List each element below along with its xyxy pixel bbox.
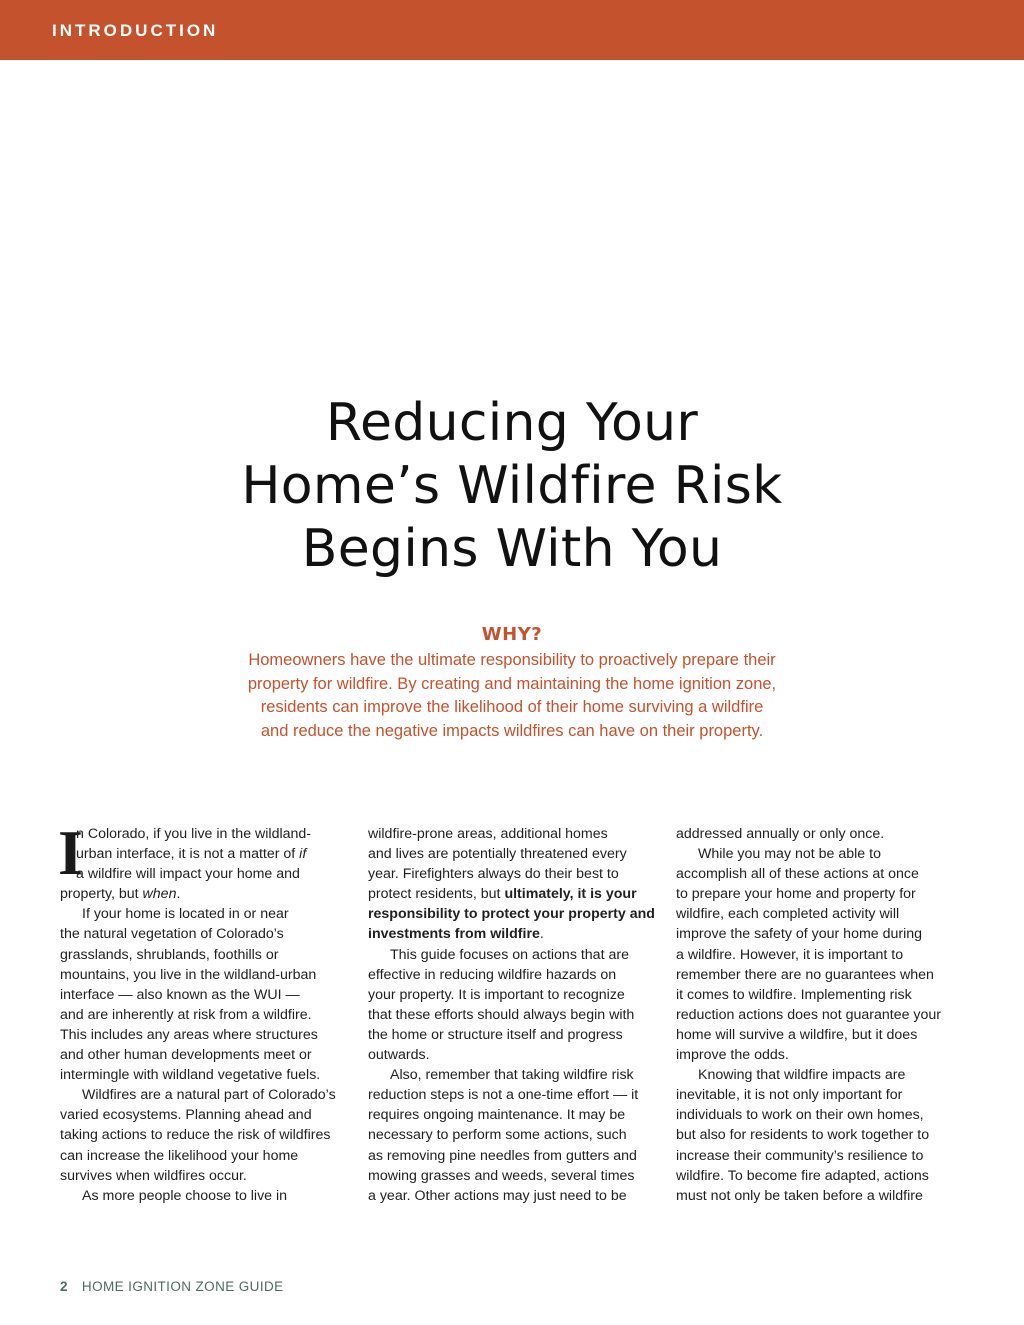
why-summary bbox=[162, 649, 862, 743]
body-line: a wildfire will impact your home and bbox=[76, 866, 300, 883]
body-line bbox=[368, 904, 673, 924]
body-text: . bbox=[176, 886, 181, 903]
body-line: accomplish all of these actions at once bbox=[676, 866, 919, 883]
body-line: year. Firefighters always do their best to bbox=[368, 866, 619, 883]
emphasis-text: if bbox=[299, 846, 307, 863]
body-line: n Colorado, if you live in the wildland- bbox=[76, 826, 312, 842]
bold-text: ultimately, it is your bbox=[504, 886, 637, 903]
guide-title: HOME IGNITION ZONE GUIDE bbox=[81, 1279, 284, 1294]
body-line: If your home is located in or near bbox=[82, 906, 289, 923]
body-line: individuals to work on their own homes, bbox=[676, 1107, 924, 1124]
body-line: wildfire, each completed activity will bbox=[676, 906, 900, 923]
body-text: property, but bbox=[60, 886, 143, 903]
body-line: but also for residents to work together to bbox=[676, 1127, 930, 1144]
bold-text: investments from wildfire bbox=[368, 926, 540, 943]
body-line: reduction actions does not guarantee your bbox=[676, 1006, 942, 1023]
body-line: reduction steps is not a one-time effort — it bbox=[368, 1087, 639, 1104]
body-line: Wildfires are a natural part of Colorado’s bbox=[82, 1087, 336, 1104]
body-line: can increase the likelihood your home bbox=[60, 1147, 299, 1164]
body-line: a year. Other actions may just need to be bbox=[368, 1187, 627, 1204]
body-text: . bbox=[539, 926, 544, 943]
body-line: survives when wildfires occur. bbox=[60, 1167, 247, 1184]
why-heading: WHY? bbox=[481, 624, 543, 645]
body-line: wildfire-prone areas, additional homes bbox=[368, 826, 608, 842]
body-line: improve the odds. bbox=[676, 1047, 789, 1064]
emphasis-text: when bbox=[142, 886, 177, 903]
body-text: protect residents, but bbox=[368, 886, 505, 903]
body-line: and other human developments meet or bbox=[60, 1047, 312, 1064]
why-summary-line: residents can improve the likelihood of their home surviving a wildfire bbox=[260, 698, 764, 716]
section-header-bar bbox=[0, 0, 1024, 60]
why-summary-line: Homeowners have the ultimate responsibility to proactively prepare their bbox=[248, 651, 776, 669]
body-line bbox=[60, 844, 365, 864]
body-line: requires ongoing maintenance. It may be bbox=[368, 1107, 626, 1124]
headline-line: Begins With You bbox=[301, 519, 723, 579]
body-line: increase their community’s resilience to bbox=[676, 1147, 924, 1164]
body-line: inevitable, it is not only important for bbox=[676, 1087, 903, 1104]
body-line: intermingle with wildland vegetative fuels. bbox=[60, 1067, 321, 1084]
page-headline bbox=[162, 392, 862, 581]
why-summary-line: and reduce the negative impacts wildfires can have on their property. bbox=[260, 721, 764, 740]
body-line bbox=[368, 924, 673, 944]
body-line: interface — also known as the WUI — bbox=[60, 986, 300, 1003]
body-line: your property. It is important to recognize bbox=[368, 986, 625, 1003]
why-summary-line: property for wildfire. By creating and maintaining the home ignition zone, bbox=[247, 674, 777, 693]
body-column-2 bbox=[368, 824, 673, 1206]
body-line: This includes any areas where structures bbox=[60, 1026, 318, 1043]
body-line bbox=[368, 884, 673, 904]
body-line: it comes to wildfire. Implementing risk bbox=[676, 986, 912, 1003]
body-line: Also, remember that taking wildfire risk bbox=[390, 1067, 634, 1084]
page-number: 2 bbox=[60, 1279, 68, 1294]
body-line: addressed annually or only once. bbox=[676, 826, 885, 842]
body-line: This guide focuses on actions that are bbox=[390, 946, 629, 963]
body-line: a wildfire. However, it is important to bbox=[676, 946, 904, 963]
page-footer bbox=[60, 1279, 284, 1294]
body-line bbox=[60, 884, 365, 904]
body-line: that these efforts should always begin with bbox=[368, 1006, 635, 1023]
section-label: INTRODUCTION bbox=[52, 21, 219, 40]
body-line: necessary to perform some actions, such bbox=[368, 1127, 627, 1144]
body-line: as removing pine needles from gutters and bbox=[368, 1147, 637, 1164]
body-line: While you may not be able to bbox=[698, 846, 881, 863]
body-column-3 bbox=[676, 824, 981, 1206]
body-line: to prepare your home and property for bbox=[676, 886, 916, 903]
body-line: taking actions to reduce the risk of wildfires bbox=[60, 1127, 331, 1144]
body-line: wildfire. To become fire adapted, actions bbox=[676, 1167, 929, 1184]
body-line: home will survive a wildfire, but it does bbox=[676, 1026, 918, 1043]
body-column-1 bbox=[58, 817, 365, 1206]
body-line: mountains, you live in the wildland-urban bbox=[60, 966, 317, 983]
body-line: effective in reducing wildfire hazards on bbox=[368, 966, 617, 983]
body-line: and lives are potentially threatened every bbox=[368, 846, 627, 863]
body-text: urban interface, it is not a matter of bbox=[76, 846, 300, 863]
body-line: remember there are no guarantees when bbox=[676, 966, 934, 983]
body-line: the home or structure itself and progress bbox=[368, 1026, 623, 1043]
headline-line: Home’s Wildfire Risk bbox=[241, 456, 783, 516]
body-line: outwards. bbox=[368, 1047, 430, 1064]
body-line: must not only be taken before a wildfire bbox=[676, 1187, 923, 1204]
headline-line: Reducing Your bbox=[325, 393, 699, 453]
bold-text: responsibility to protect your property and bbox=[368, 906, 655, 923]
body-line: grasslands, shrublands, foothills or bbox=[60, 946, 279, 963]
body-line: varied ecosystems. Planning ahead and bbox=[60, 1107, 312, 1124]
body-line: improve the safety of your home during bbox=[676, 926, 923, 943]
body-line: and are inherently at risk from a wildfire. bbox=[60, 1006, 312, 1023]
body-line: Knowing that wildfire impacts are bbox=[698, 1067, 906, 1084]
body-line: As more people choose to live in bbox=[82, 1187, 288, 1204]
body-line: the natural vegetation of Colorado’s bbox=[60, 926, 284, 943]
drop-cap: I bbox=[58, 817, 83, 888]
body-line: mowing grasses and weeds, several times bbox=[368, 1167, 635, 1184]
